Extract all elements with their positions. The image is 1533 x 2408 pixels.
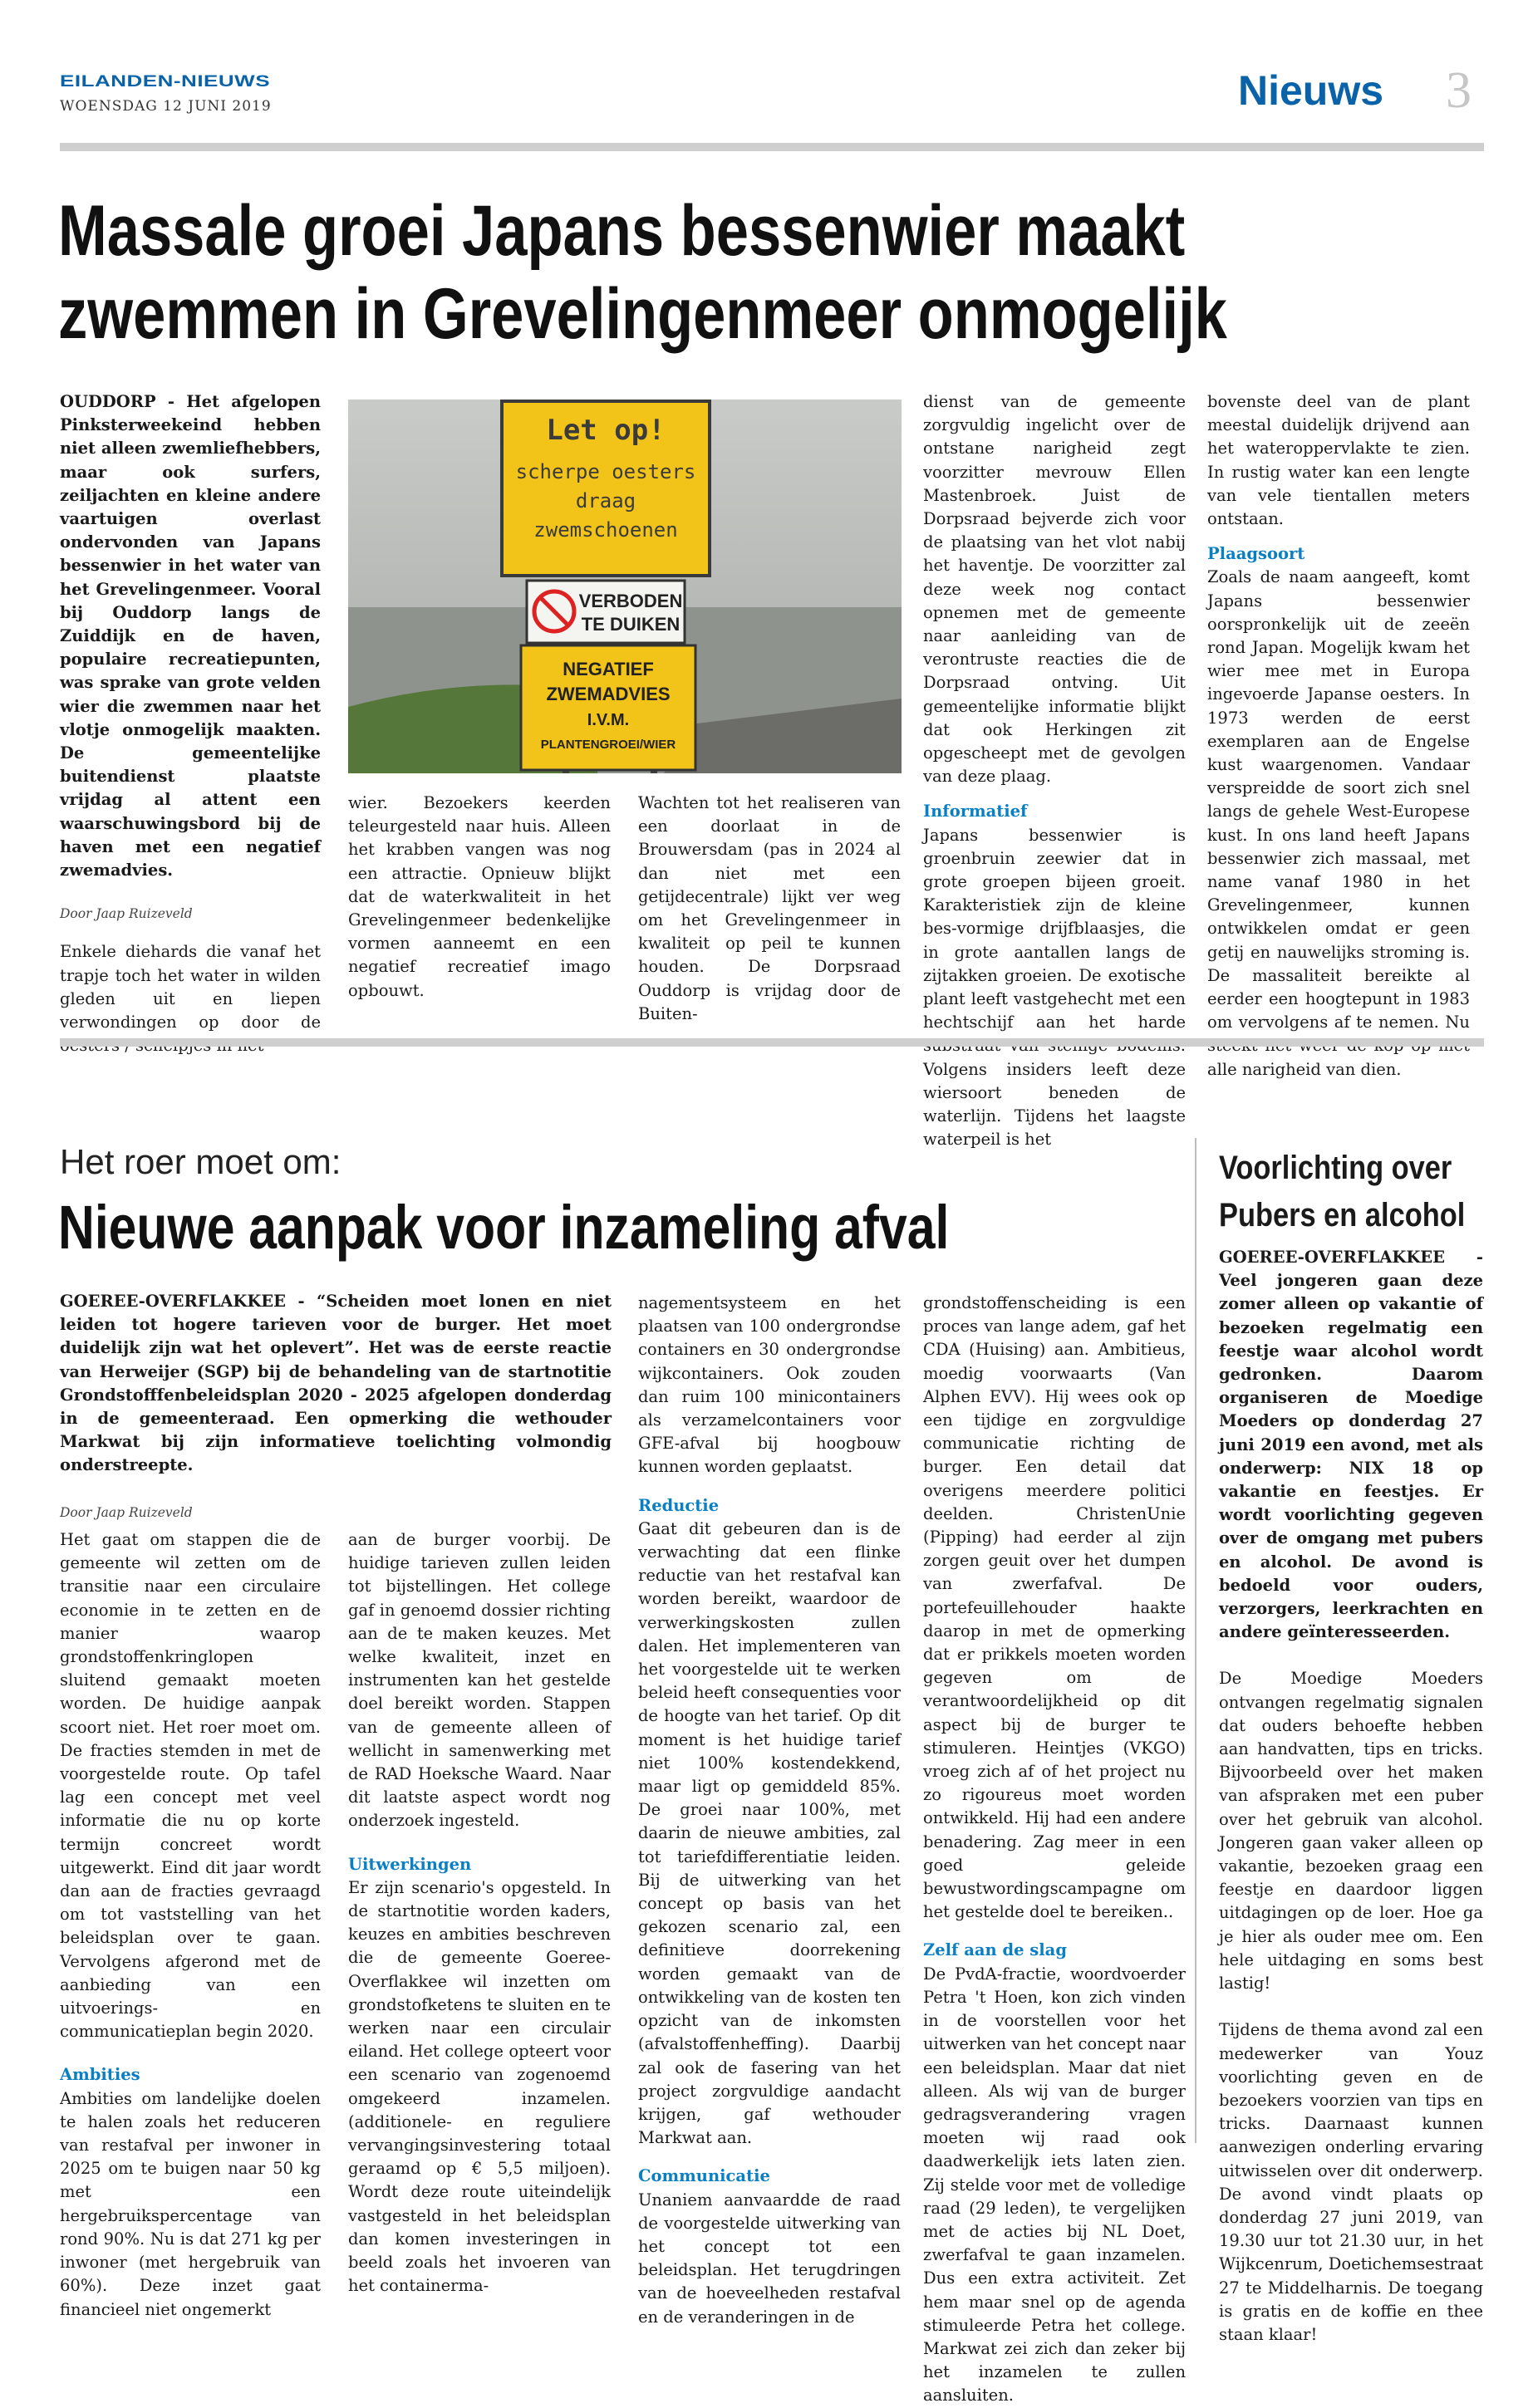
article2-body: Gaat dit gebeuren dan is de verwachting dat een flinke reductie van het restafval kan worden bereikt, waardoor de verwerkingskosten zullen dalen. Het implementeren van het voorgestelde uit te werken beleid heeft consequenties voor de hoogte van het tarief. Op dit moment is het huidige tarief niet 100% kostendekkend, maar ligt op gemiddeld 85%. De groei naar 100%, met daarin de nieuwe ambities, zal tot tariefdifferentiatie leiden. Bij de uitwerking van het concept op basis van het gekozen scenario zal, een definitieve doorrekening worden gemaakt van de ontwikkeling van de kosten ten opzicht van de inkomsten (afvalstoffenheffing). Daarbij zal ook de fasering van het project zorgvuldige aandacht krijgen, gaf wethouder Markwat aan. — [638, 1518, 901, 2148]
headline-line: Massale groei Japans bessenwier maakt — [58, 191, 1186, 271]
sidebar-divider — [1195, 1138, 1196, 2143]
section-divider — [60, 1038, 1484, 1047]
article2-lead-block — [60, 1290, 612, 1539]
article1-body: Zoals de naam aangeeft, komt Japans bessenwier oorspronkelijk uit de zeeën rond Japan. Mogelijk kwam het wier mee met in Europa ingevoerde Japanse oesters. In 1973 werden de eerst exemplaren aan de Engelse kust waargenomen. Vandaar verspreidde de soort zich snel langs de gehele West-Europese kust. In ons land heeft Japans bessenwier zich massaal, met name vanaf 1980 in het Grevelingenmeer, kunnen ontwikkelen omdat er geen getij en nauwelijks stroming is. De massaliteit bereikte al eerder een hoogtepunt in 1983 om vervolgens af te nemen. Nu alle narigheid van dien. — [1207, 567, 1470, 1079]
sign-text: TE DUIKEN — [581, 614, 681, 635]
sign-text: ZWEMADVIES — [546, 684, 671, 704]
article2-body: grondstoffenscheiding is een proces van lange adem, gaf het CDA (Huising) aan. Ambitieus, moedig voorwaarts (Van Alphen EVV). Hij wees ook op een tijdige en zorgvuldige communicatie richting de burger. Een detail dat overigens meerdere politici deelden. ChristenUnie (Pipping) had eerder al zijn zorgen geuit over het dumpen van zwerfafval. De portefeuillehouder haakte daarop in met de opmerking dat er prikkels moeten worden gegeven om de verantwoordelijkheid op dit aspect bij de burger te stimuleren. Heintjes (VKGO) vroeg zich af of het project nu zo rigoureus moet worden ontwikkeld. Hij had een andere benadering. Zag meer in een goed geleide bewustwordingscampagne om het gestelde doel te bereiken.. — [923, 1293, 1186, 1922]
page-number: 3 — [1446, 62, 1472, 119]
masthead-logo: EILANDEN-NIEUWS — [60, 71, 271, 91]
article2-kicker: Het roer moet om: — [60, 1142, 341, 1181]
headline-line: Pubers en alcohol — [1219, 1197, 1466, 1233]
article2-byline: Door Jaap Ruizeveld — [60, 1504, 193, 1520]
article2-body: aan de burger voorbij. De huidige tarieven zullen leiden tot bijstellingen. Het college gaf in genoemd dossier richting aan de te maken keuzes. Met welke kwaliteit, inzet en instrumenten kan het gestelde doel bereikt worden. Stappen van de gemeente alleen of wellicht in samenwerking met de RAD Hoeksche Waard. Naar dit laatste aspect wordt nog onderzoek ingesteld. — [348, 1530, 611, 1831]
article2-body: Het gaat om stappen die de gemeente wil zetten om de transitie naar een circulaire economie in te zetten en de manier waarop grondstoffenkringlopen sluitend gemaakt moeten worden. De huidige aanpak scoort niet. Het roer moet om. De fracties stemden in met de voorgestelde route. Op tafel lag een concept met veel informatie die nu op korte termijn concreet wordt uitgewerkt. Eind dit jaar wordt dan aan de fracties gevraagd om tot vaststelling van het beleidsplan over te gaan. Vervolgens afgerond met de aanbieding van een uitvoerings- en communicatieplan begin 2020. — [60, 1530, 321, 2042]
headline-line: zwemmen in Grevelingenmeer onmogelijk — [58, 274, 1227, 354]
sign-text: PLANTENGROEI/WIER — [540, 738, 676, 752]
article1-column-5 — [1207, 390, 1470, 1081]
article1-body: wier. Bezoekers keerden teleurgesteld naar huis. Alleen het krabben vangen was nog een attractie. Opnieuw blijkt dat de waterkwaliteit in het Grevelingenmeer bedenkelijke vormen aanneemt en een negatief recreatief imago opbouwt. — [348, 793, 611, 1000]
article2-column-1 — [60, 1528, 321, 2322]
article1-photo — [348, 400, 902, 773]
article2-body: Unaniem aanvaardde de raad de voorgestelde uitwerking van het concept tot een beleidsplan. Het terugdringen van de hoeveelheden restafval en de veranderingen in de — [638, 2190, 901, 2327]
article2-column-3 — [638, 1292, 901, 2329]
sign-text: draag — [575, 489, 636, 512]
article2-column-2 — [348, 1528, 611, 2298]
article2-subheading: Reductie — [638, 1495, 720, 1515]
article1-subheading: Plaagsoort — [1207, 544, 1305, 564]
sign-text: Let op! — [546, 414, 666, 447]
sidebar-body: De Moedige Moeders ontvangen regelmatig signalen dat ouders behoefte hebben aan handvatten, tips en tricks. Bijvoorbeeld over het maken van afspraken met een puber over het gebruik van alcohol. Jongeren gaan vaker alleen op vakantie, bezoeken graag een feestje en daardoor liggen uitdagingen op de loer. Hoe ga je hier als ouder mee om. Een hele uitdaging en soms best lastig! — [1219, 1669, 1483, 1994]
sign-text: I.V.M. — [587, 711, 630, 729]
headline-line: Voorlichting over — [1219, 1150, 1452, 1186]
article2-body: Er zijn scenario's opgesteld. In de startnotitie worden kaders, keuzes en ambities beschreven die de gemeente Goeree-Overflakkee wil inzetten om grondstofketens te sluiten en te werken naar een circulair eiland. Het college opteert voor een scenario van zogenoemd omgekeerd inzamelen. (additionele- en reguliere vervangingsinvestering totaal geraamd op € 5,5 miljoen). Wordt deze route uiteindelijk vastgesteld in het beleidsplan dan komen investeringen in beeld zoals het invoeren van het containerma- — [348, 1877, 611, 2296]
article2-subheading: Communicatie — [638, 2166, 770, 2186]
article2-subheading: Uitwerkingen — [348, 1854, 472, 1874]
article1-column-2 — [348, 792, 611, 1003]
article2-lead: GOEREE-OVERFLAKKEE - “Scheiden moet lonen en niet leiden tot hogere tarieven voor de burger. Het moet duidelijk zijn wat het oplevert”. Het was de eerste reactie van Herweijer (SGP) bij de behandeling van de startnotitie Grondstofffenbeleidsplan 2020 - 2025 afgelopen donderdag in de gemeenteraad. Een opmerking die wethouder Markwat bij zijn informatieve toelichting volmondig onderstreepte. — [60, 1292, 612, 1475]
issue-date: WOENSDAG 12 JUNI 2019 — [60, 98, 272, 115]
article1-body: Wachten tot het realiseren van een doorlaat in de Brouwersdam (pas in 2024 al dan niet met een getijdecentrale) lijkt ver weg om het Grevelingenmeer in kwaliteit op peil te kunnen houden. De Dorpsraad Ouddorp is vrijdag door de Buiten- — [638, 793, 901, 1023]
article1-body: Japans bessenwier is groenbruin zeewier dat in grote groepen bijeen groeit. Karakteristiek zijn de kleine bes-vormige drijfblaasjes, die in grote aantallen langs de zijtakken groeien. De exotische plant leeft vastgehecht met een hechtschijf aan het harde Volgens insiders leeft deze wiersoort beneden de waterlijn. Tijdens het laagste waterpeil is het — [923, 825, 1186, 1150]
article1-column-1 — [60, 390, 321, 1057]
article1-body: bovenste deel van de plant meestal duidelijk drijvend aan het wateroppervlakte te zien. In rustig water kan een lengte van vele tientallen meters ontstaan. — [1207, 392, 1470, 529]
article1-lead: OUDDORP - Het afgelopen Pinksterweekeind hebben niet alleen zwemliefhebbers, maar ook surfers, zeiljachten en kleine andere vaartuigen overlast ondervonden van Japans bessenwier in het water van het Grevelingenmeer. Vooral bij Ouddorp langs de Zuiddijk en de haven, populaire recreatiepunten, was sprake van grote velden wier die zwemmen naar het vlotje onmogelijk maakten. De gemeentelijke buitendienst plaatste vrijdag al attent een waarschuwingsbord bij de haven met een negatief zwemadvies. — [60, 392, 321, 880]
header-rule — [60, 143, 1484, 151]
article1-headline — [58, 189, 1468, 356]
article2-headline: Nieuwe aanpak voor inzameling afval — [58, 1193, 950, 1262]
sidebar-headline — [1219, 1145, 1485, 1239]
article1-body: Enkele diehards die vanaf het trapje toch het water in wilden gleden uit en liepen verwondingen op door de — [60, 942, 321, 1032]
sidebar-body: Tijdens de thema avond zal een medewerker van Youz voorlichting geven en de bezoekers voorzien van tips en tricks. Daarnaast kunnen aanwezigen onderling ervaring uitwisselen over dit onderwerp. De avond vindt plaats op donderdag 27 juni 2019, van 19.30 uur tot 21.30 uur, in het Wijkcenrum, Doetichemsestraat 27 te Middelharnis. De toegang is gratis en de koffie en thee staan klaar! — [1219, 2020, 1483, 2344]
sign-text: scherpe oesters — [515, 460, 696, 483]
article2-body: nagementsysteem en het plaatsen van 100 ondergrondse containers en 30 ondergrondse wijkcontainers. Ook zouden dan ruim 100 minicontainers als verzamelcontainers voor GFE-afval bij hoogbouw kunnen worden geplaatst. — [638, 1293, 901, 1477]
sign-text: VERBODEN — [578, 591, 683, 611]
article2-column-4 — [923, 1292, 1186, 2408]
section-title: Nieuws — [1238, 67, 1384, 114]
article1-byline: Door Jaap Ruizeveld — [60, 906, 193, 922]
article2-subheading: Zelf aan de slag — [923, 1940, 1067, 1960]
article2-body: Ambities om landelijke doelen te halen zoals het reduceren van restafval per inwoner in 2025 om te buigen naar 50 kg met een hergebruikspercentage van rond 90%. Nu is dat 271 kg per inwoner (met hergebruik van 60%). Deze inzet gaat financieel niet ongemerkt — [60, 2088, 321, 2319]
article1-column-3 — [638, 792, 901, 1026]
sign-text: NEGATIEF — [563, 659, 654, 679]
article2-body: De PvdA-fractie, woordvoerder Petra 't Hoen, kon zich vinden in de voorstellen voor het uitwerken van het concept naar een beleidsplan. Maar dat niet alleen. Als wij van de burger gedragsverandering vragen moeten wij raad ook daadwerkelijk iets laten zien. Zij stelde voor met de volledige raad (29 leden), te vergelijken met de acties bij NL Doet, zwerfafval te gaan inzamelen. Dus een extra activiteit. Zet hem maar snel op de agenda stimuleerde Petra het college. Markwat zei zich dan zeker bij het inzamelen te zullen aansluiten. — [923, 1964, 1186, 2406]
article1-subheading: Informatief — [923, 802, 1028, 821]
article1-body: dienst van de gemeente zorgvuldig ingelicht over de ontstane narigheid zegt voorzitter mevrouw Ellen Mastenbroek. Juist de Dorpsraad bejverde zich voor de plaatsing van het vlot nabij het haventje. De voorzitter zal deze week nog contact opnemen met de gemeente naar aanleiding van de verontruste reacties die de Dorpsraad ontving. Uit gemeentelijke informatie blijkt dat ook Herkingen zit opgescheept met de gevolgen van deze plaag. — [923, 392, 1186, 787]
sidebar-column — [1219, 1246, 1483, 2347]
sign-text: zwemschoenen — [533, 518, 678, 542]
article2-subheading: Ambities — [60, 2065, 140, 2085]
sidebar-lead: GOEREE-OVERFLAKKEE - Veel jongeren gaan deze zomer alleen op vakantie of bezoeken regelmatig een feestje waar alcohol wordt gedronken. Daarom organiseren de Moedige Moeders op donderdag 27 juni 2019 een avond, met als onderwerp: NIX 18 op vakantie en feestjes. Er wordt voorlichting gegeven over de omgang met pubers en alcohol. De avond is bedoeld voor ouders, verzorgers, leerkrachten en andere geïnteresseerden. — [1219, 1248, 1483, 1642]
